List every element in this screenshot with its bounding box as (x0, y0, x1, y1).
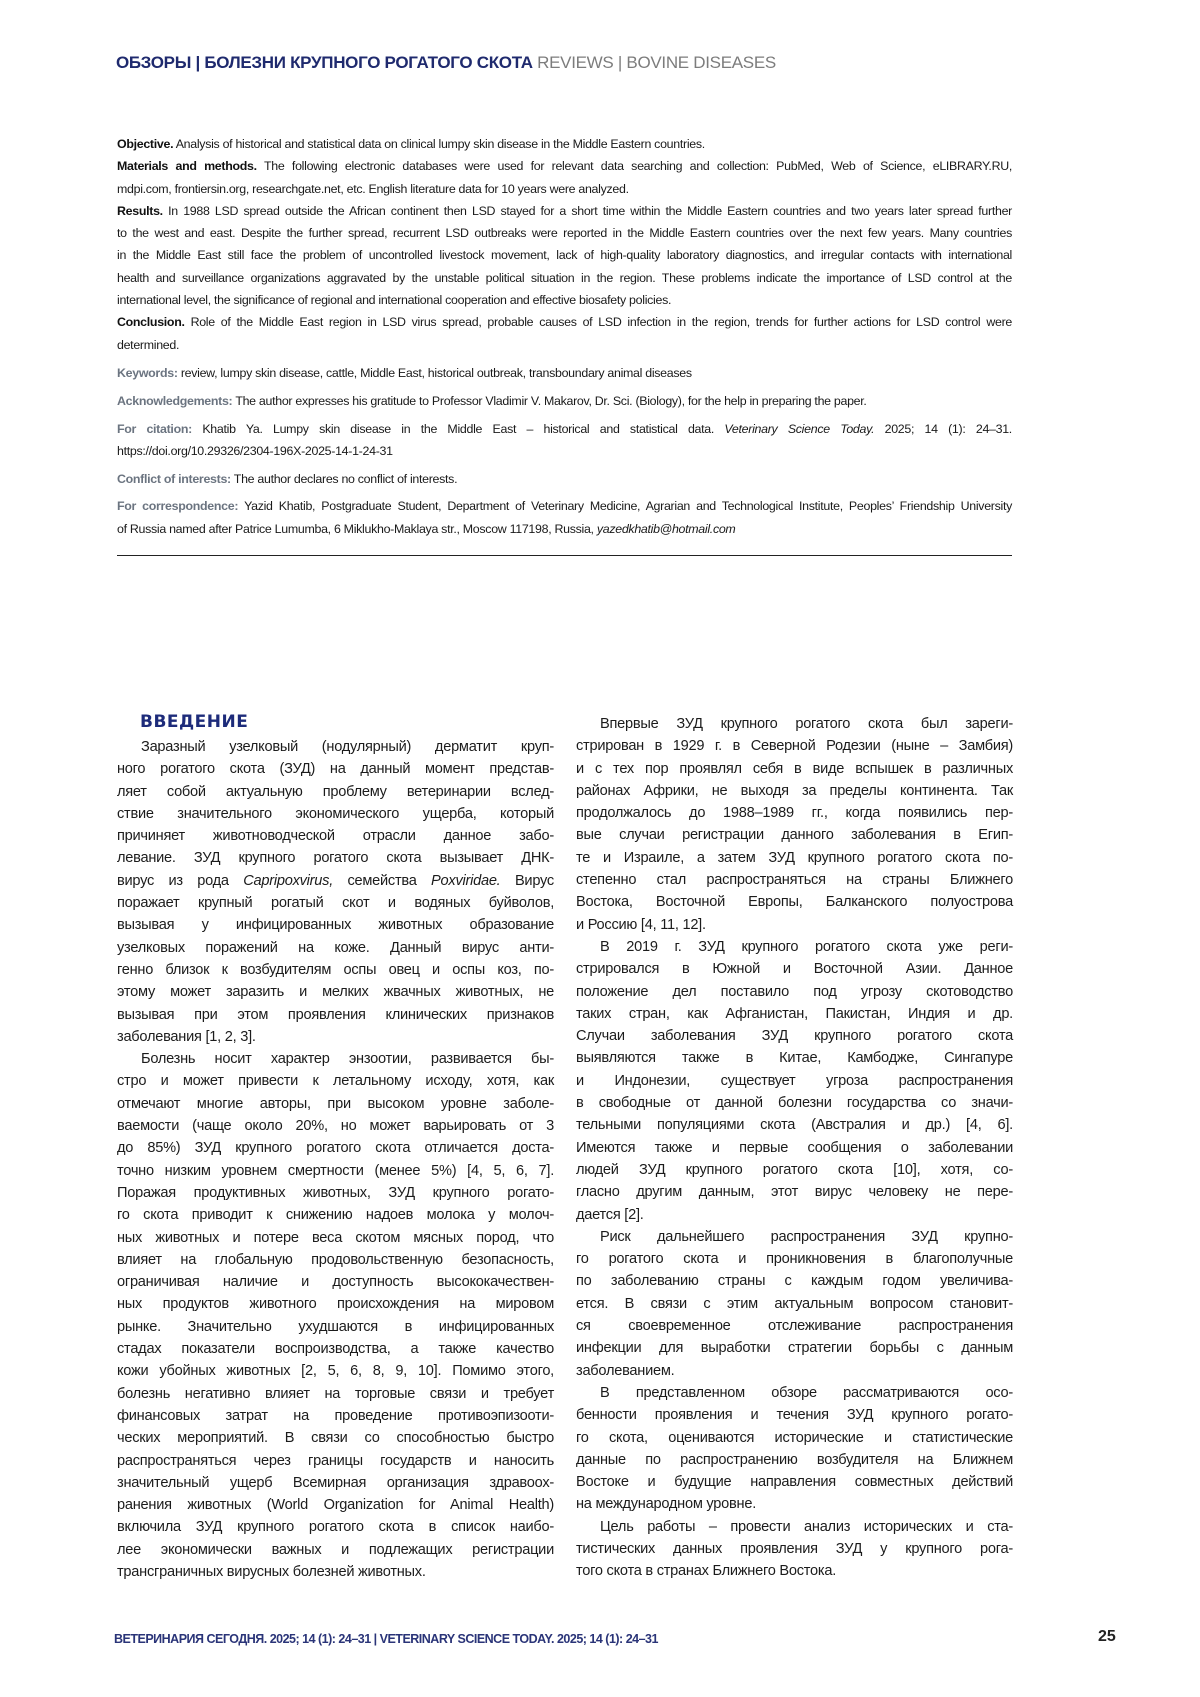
line-text: Цель работы – провести анализ исторических и ста- (600, 1519, 1013, 1535)
text-line (117, 825, 554, 847)
text-line (576, 958, 1013, 980)
line-text: ных продуктов животного происхождения на мировом (117, 1296, 554, 1312)
text-line (117, 1070, 554, 1092)
line-text: продолжалось до 1988–1989 гг., когда появились пер- (576, 805, 1013, 821)
text-line (117, 1494, 554, 1516)
text-line (117, 1539, 554, 1561)
text-line (117, 495, 1012, 517)
text-line (576, 1204, 1013, 1226)
text-line (117, 981, 554, 1003)
line-text: of Russia named after Patrice Lumumba, 6 Miklukho-Maklaya str., Moscow 117198, Russia, (117, 522, 594, 536)
paragraph (576, 713, 1013, 936)
paragraph (117, 311, 1012, 356)
line-text: распространяться через границы государств и наносить (117, 1453, 554, 1469)
line-text: Поражая продуктивных животных, ЗУД крупного рогато- (117, 1185, 554, 1201)
line-text: Заразный узелковый (нодулярный) дерматит круп- (141, 739, 554, 755)
text-line (117, 362, 1012, 384)
paragraph (576, 1226, 1013, 1382)
line-text: трансграничных вирусных болезней животных. (117, 1564, 426, 1580)
text-line (117, 892, 554, 914)
text-line (576, 1360, 1013, 1382)
field-label: Keywords: (117, 366, 178, 380)
line-text: по заболеванию страны с каждым годом увеличива- (576, 1273, 1013, 1289)
line-text: в свободные от данной болезни государства со значи- (576, 1095, 1013, 1111)
text-line (117, 1093, 554, 1115)
body-column-right (576, 713, 1013, 1583)
text-line (576, 1404, 1013, 1426)
line-text: В 2019 г. ЗУД крупного рогатого скота уже реги- (600, 939, 1013, 955)
line-text: The following electronic databases were used for relevant data searching and collection: PubMed, Web of Science, eLIBRARY.RU, (264, 159, 1012, 173)
text-line (576, 869, 1013, 891)
line-text: to the west and east. Despite the further spread, recurrent LSD outbreaks were reported in the Middle Eastern countries over the next few years. Many countries (117, 226, 1012, 240)
text-line (117, 1249, 554, 1271)
line-text: таких стран, как Афганистан, Пакистан, Индия и др. (576, 1006, 1013, 1022)
line-text: In 1988 LSD spread outside the African continent then LSD stayed for a short time within the Middle Eastern countries and two years later spread further (168, 204, 1012, 218)
text-line (117, 1137, 554, 1159)
line-text: ляет собой актуальную проблему ветеринарии вслед- (117, 784, 554, 800)
line-text: генно близок к возбудителям оспы овец и оспы коз, по- (117, 962, 554, 978)
text-line (576, 1092, 1013, 1114)
text-line (117, 1516, 554, 1538)
line-text: ется. В связи с этим актуальным вопросом становит- (576, 1296, 1013, 1312)
text-line (117, 468, 1012, 490)
text-line (576, 1449, 1013, 1471)
line-text: ваемости (чаще около 20%, но может варьировать от 3 (117, 1118, 554, 1134)
text-line (576, 735, 1013, 757)
text-line (576, 1493, 1013, 1515)
text-line (117, 267, 1012, 289)
field-label: Results. (117, 204, 163, 218)
text-line (117, 1160, 554, 1182)
text-line (117, 200, 1012, 222)
line-text: того скота в странах Ближнего Востока. (576, 1563, 836, 1579)
text-line (117, 870, 554, 892)
text-line (576, 780, 1013, 802)
keywords (117, 362, 1012, 384)
line-text: review, lumpy skin disease, cattle, Middle East, historical outbreak, transboundary animal diseases (181, 366, 692, 380)
line-text: Востока, Восточной Европы, Балканского полуострова (576, 894, 1013, 910)
abstract (117, 133, 1012, 356)
paragraph (117, 133, 1012, 155)
text-line (117, 1316, 554, 1338)
line-text: стрировался в Южной и Восточной Азии. Данное (576, 961, 1013, 977)
line-text: бенности проявления и течения ЗУД крупного рогато- (576, 1407, 1013, 1423)
line-text: вызывая при этом проявления клинических признаков (117, 1007, 554, 1023)
line-text: Болезнь носит характер энзоотии, развивается бы- (141, 1051, 554, 1067)
paragraph (117, 736, 554, 1048)
text-line (576, 1070, 1013, 1092)
line-text: Имеются также и первые сообщения о заболевании (576, 1140, 1013, 1156)
line-text: 2025; 14 (1): 24–31. (885, 422, 1012, 436)
field-label: Conclusion. (117, 315, 185, 329)
text-line (576, 1471, 1013, 1493)
text-line (117, 518, 1012, 540)
line-text: степенно стал распространяться на страны Ближнего (576, 872, 1013, 888)
line-text: людей ЗУД крупного рогатого скота [10], хотя, со- (576, 1162, 1013, 1178)
text-line (576, 1382, 1013, 1404)
line-text: дается [2]. (576, 1207, 644, 1223)
line-text: го рогатого скота и проникновения в благополучные (576, 1251, 1013, 1267)
text-line (576, 847, 1013, 869)
text-line (576, 802, 1013, 824)
page-number: 25 (1098, 1628, 1116, 1646)
text-line (117, 289, 1012, 311)
line-text: районах Африки, не выходя за пределы континента. Так (576, 783, 1013, 799)
footer-journal-citation: ВЕТЕРИНАРИЯ СЕГОДНЯ. 2025; 14 (1): 24–31 | VETERINARY SCIENCE TODAY. 2025; 14 (1): 24–31 (114, 1632, 658, 1646)
text-line (117, 1561, 554, 1583)
line-text: The author expresses his gratitude to Professor Vladimir V. Makarov, Dr. Sci. (Biology), for the help in preparing the paper. (235, 394, 866, 408)
header-section-en: REVIEWS | BOVINE DISEASES (537, 53, 776, 72)
line-text: заболевания [1, 2, 3]. (117, 1029, 256, 1045)
line-text: вирус из рода (117, 873, 229, 889)
text-line (117, 758, 554, 780)
running-header (116, 53, 776, 73)
line-text: Role of the Middle East region in LSD virus spread, probable causes of LSD infection in the region, trends for further actions for LSD control were (191, 315, 1012, 329)
text-line (117, 1204, 554, 1226)
field-label: Objective. (117, 137, 173, 151)
line-text: болезнь негативно влияет на торговые связи и требует (117, 1386, 554, 1402)
text-line (117, 244, 1012, 266)
text-line (117, 1472, 554, 1494)
line-text: заболеванием. (576, 1363, 674, 1379)
line-text: этому может заразить и мелких жвачных животных, не (117, 984, 554, 1000)
line-text: ческих мероприятий. В связи со способностью быстро (117, 1430, 554, 1446)
line-text: international level, the significance of regional and international cooperation and effective biosafety policies. (117, 293, 671, 307)
text-line (117, 914, 554, 936)
article-metadata (117, 362, 1012, 546)
text-line (117, 334, 1012, 356)
line-text: https://doi.org/10.29326/2304-196X-2025-14-1-24-31 (117, 444, 393, 458)
line-text: ранения животных (World Organization for Animal Health) (117, 1497, 554, 1513)
line-text: лее экономически важных и подлежащих регистрации (117, 1542, 554, 1558)
line-text: Случаи заболевания ЗУД крупного рогатого скота (576, 1028, 1013, 1044)
line-text: левание. ЗУД крупного рогатого скота вызывает ДНК- (117, 850, 554, 866)
line-text: точно низким уровнем смертности (менее 5%) [4, 5, 6, 7]. (117, 1163, 554, 1179)
line-text: до 85%) ЗУД крупного рогатого скота отличается доста- (117, 1140, 554, 1156)
line-text: ся своевременное отслеживание распространения (576, 1318, 1013, 1334)
line-text: mdpi.com, frontiersin.org, researchgate.net, etc. English literature data for 10 years were analyzed. (117, 182, 629, 196)
paragraph (576, 1516, 1013, 1583)
text-line (117, 1383, 554, 1405)
italic-text: Poxviridae. (431, 873, 500, 889)
text-line (117, 1227, 554, 1249)
line-text: значительный ущерб Всемирная организация здравоох- (117, 1475, 554, 1491)
text-line (576, 1337, 1013, 1359)
text-line (117, 155, 1012, 177)
citation (117, 418, 1012, 463)
line-text: рынке. Значительно ухудшаются в инфицированных (117, 1319, 554, 1335)
text-line (117, 390, 1012, 412)
text-line (117, 1405, 554, 1427)
line-text: поражает крупный рогатый скот и водяных буйволов, (117, 895, 554, 911)
line-text: финансовых затрат на проведение противоэпизооти- (117, 1408, 554, 1424)
text-line (117, 1427, 554, 1449)
text-line (576, 1427, 1013, 1449)
line-text: гласно другим данным, этот вирус человеку не пере- (576, 1184, 1013, 1200)
text-line (576, 713, 1013, 735)
line-text: те и Израиле, а затем ЗУД крупного рогатого скота по- (576, 850, 1013, 866)
text-line (117, 222, 1012, 244)
paragraph (117, 200, 1012, 311)
line-text: семейства (347, 873, 416, 889)
line-text: влияет на глобальную продовольственную безопасность, (117, 1252, 554, 1268)
line-text: Риск дальнейшего распространения ЗУД крупно- (600, 1229, 1013, 1245)
line-text: выявляются также в Китае, Камбодже, Сингапуре (576, 1050, 1013, 1066)
line-text: Khatib Ya. Lumpy skin disease in the Middle East – historical and statistical data. (202, 422, 714, 436)
section-divider (117, 555, 1012, 556)
line-text: The author declares no conflict of interests. (234, 472, 457, 486)
header-section-ru: ОБЗОРЫ | БОЛЕЗНИ КРУПНОГО РОГАТОГО СКОТА (116, 53, 533, 72)
line-text: отмечают многие авторы, при высоком уровне заболе- (117, 1096, 554, 1112)
section-heading: ВВЕДЕНИЕ (117, 710, 554, 736)
line-text: in the Middle East still face the problem of uncontrolled livestock movement, lack of high-quality laboratory diagnostics, and irregular contacts with international (117, 248, 1012, 262)
text-line (576, 981, 1013, 1003)
body-column-left (117, 710, 554, 1583)
text-line (576, 1560, 1013, 1582)
text-line (117, 133, 1012, 155)
line-text: Yazid Khatib, Postgraduate Student, Department of Veterinary Medicine, Agrarian and Technological Institute, Peoples’ Friendship University (244, 499, 1012, 513)
field-label: Materials and methods. (117, 159, 257, 173)
text-line (576, 824, 1013, 846)
text-line (576, 1248, 1013, 1270)
line-text: кожи убойных животных [2, 5, 6, 8, 9, 10]. Помимо этого, (117, 1363, 554, 1379)
text-line (117, 1271, 554, 1293)
line-text: и с тех пор проявлял себя в виде вспышек в различных (576, 761, 1013, 777)
line-text: Востоке и будущие направления совместных действий (576, 1474, 1013, 1490)
paragraph (117, 155, 1012, 200)
line-text: Вирус (515, 873, 554, 889)
correspondence (117, 495, 1012, 540)
line-text: узелковых поражений на коже. Данный вирус анти- (117, 940, 554, 956)
text-line (117, 1004, 554, 1026)
line-text: вызывая у инфицированных животных образование (117, 917, 554, 933)
line-text: тельными популяциями скота (Австралия и др.) [4, 6]. (576, 1117, 1013, 1133)
line-text: ного рогатого скота (ЗУД) на данный момент представ- (117, 761, 554, 777)
text-line (117, 803, 554, 825)
text-line (117, 1450, 554, 1472)
text-line (117, 1360, 554, 1382)
line-text: на международном уровне. (576, 1496, 756, 1512)
text-line (117, 418, 1012, 440)
text-line (117, 1048, 554, 1070)
text-line (576, 1226, 1013, 1248)
line-text: В представленном обзоре рассматриваются осо- (600, 1385, 1013, 1401)
line-text: ограничивая наличие и доступность высококачествен- (117, 1274, 554, 1290)
line-text: вые случаи регистрации данного заболевания в Егип- (576, 827, 1013, 843)
line-text: и Индонезии, существует угроза распространения (576, 1073, 1013, 1089)
line-text: ных животных и потере веса скотом мясных пород, что (117, 1230, 554, 1246)
italic-text: yazedkhatib@hotmail.com (597, 522, 736, 536)
paragraph (117, 1048, 554, 1583)
text-line (576, 1114, 1013, 1136)
text-line (576, 1159, 1013, 1181)
text-line (117, 311, 1012, 333)
field-label: For correspondence: (117, 499, 238, 513)
paragraph (576, 936, 1013, 1226)
text-line (117, 1182, 554, 1204)
line-text: го скота, оцениваются исторические и статистические (576, 1430, 1013, 1446)
acknowledgements (117, 390, 1012, 412)
text-line (117, 1293, 554, 1315)
text-line (576, 1003, 1013, 1025)
italic-text: Veterinary Science Today. (724, 422, 874, 436)
text-line (576, 1516, 1013, 1538)
text-line (576, 758, 1013, 780)
text-line (576, 1047, 1013, 1069)
line-text: инфекции для выработки стратегии борьбы с данным (576, 1340, 1013, 1356)
text-line (576, 1137, 1013, 1159)
text-line (576, 1181, 1013, 1203)
text-line (576, 1538, 1013, 1560)
field-label: For citation: (117, 422, 192, 436)
text-line (117, 440, 1012, 462)
line-text: тистических данных проявления ЗУД у крупного рога- (576, 1541, 1013, 1557)
field-label: Conflict of interests: (117, 472, 231, 486)
line-text: причиняет животноводческой отрасли данное забо- (117, 828, 554, 844)
text-line (576, 914, 1013, 936)
line-text: данные по распространению возбудителя на Ближнем (576, 1452, 1013, 1468)
line-text: включила ЗУД крупного рогатого скота в список наибо- (117, 1519, 554, 1535)
line-text: стрирован в 1929 г. в Северной Родезии (ныне – Замбия) (576, 738, 1013, 754)
field-label: Acknowledgements: (117, 394, 232, 408)
text-line (117, 937, 554, 959)
paragraph (576, 1382, 1013, 1516)
text-line (117, 1338, 554, 1360)
text-line (117, 178, 1012, 200)
text-line (117, 1115, 554, 1137)
line-text: стадах показатели воспроизводства, а также качество (117, 1341, 554, 1357)
line-text: determined. (117, 338, 179, 352)
line-text: стро и может привести к летальному исходу, хотя, как (117, 1073, 554, 1089)
conflict-of-interests (117, 468, 1012, 490)
text-line (117, 959, 554, 981)
text-line (117, 781, 554, 803)
text-line (576, 891, 1013, 913)
line-text: Analysis of historical and statistical data on clinical lumpy skin disease in the Middle Eastern countries. (176, 137, 705, 151)
text-line (576, 1315, 1013, 1337)
italic-text: Capripoxvirus, (243, 873, 333, 889)
text-line (576, 936, 1013, 958)
line-text: положение дел поставило под угрозу скотоводство (576, 984, 1013, 1000)
text-line (117, 1026, 554, 1048)
line-text: health and surveillance organizations aggravated by the unstable political situation in the region. These problems indicate the importance of LSD control at the (117, 271, 1012, 285)
text-line (576, 1270, 1013, 1292)
text-line (576, 1293, 1013, 1315)
line-text: го скота приводит к снижению надоев молока у молоч- (117, 1207, 554, 1223)
text-line (117, 736, 554, 758)
line-text: и Россию [4, 11, 12]. (576, 917, 706, 933)
text-line (117, 847, 554, 869)
line-text: Впервые ЗУД крупного рогатого скота был зареги- (600, 716, 1013, 732)
line-text: ствие значительного экономического ущерба, который (117, 806, 554, 822)
text-line (576, 1025, 1013, 1047)
